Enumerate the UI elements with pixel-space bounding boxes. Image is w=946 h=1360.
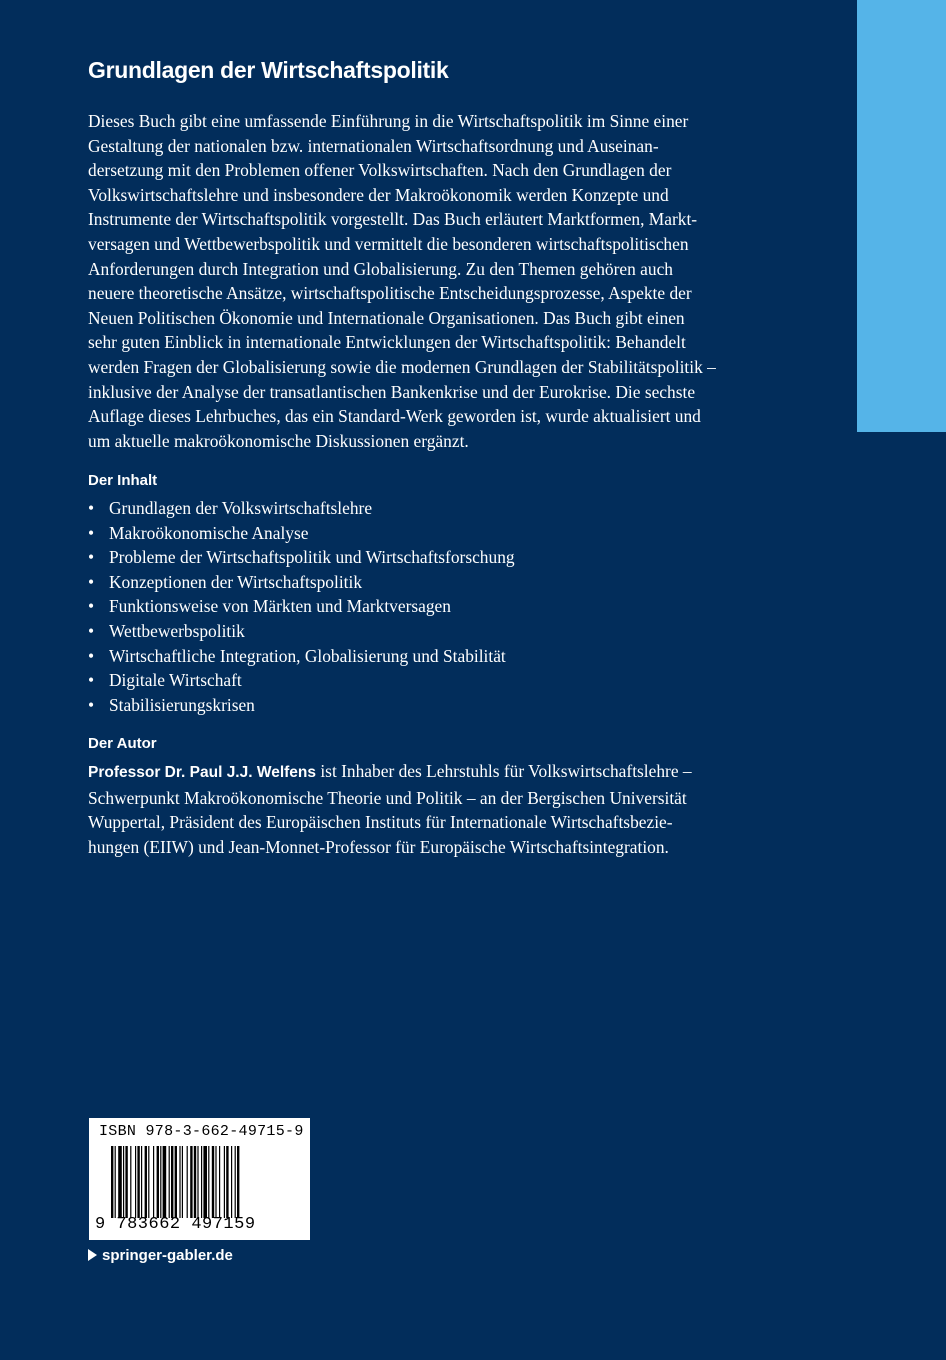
author-bio-line: Schwerpunkt Makroökonomische Theorie und Politik – an der Bergischen Universität xyxy=(88,787,687,808)
author-bio-line: hungen (EIIW) und Jean-Monnet-Professor für Europäische Wirtschaftsintegration. xyxy=(88,836,669,857)
barcode-bar xyxy=(197,1146,198,1218)
list-item xyxy=(88,496,515,521)
barcode-bar xyxy=(179,1146,180,1218)
barcode-bar xyxy=(231,1146,232,1218)
bullet-icon: • xyxy=(88,670,95,691)
list-item-label: Probleme der Wirtschaftspolitik und Wirtschaftsforschung xyxy=(109,547,515,568)
barcode-bar xyxy=(141,1146,142,1218)
barcode-bar xyxy=(125,1146,127,1218)
list-item-label: Grundlagen der Volkswirtschaftslehre xyxy=(109,498,373,518)
barcode-bar xyxy=(160,1146,161,1218)
isbn-label: ISBN 978-3-662-49715-9 xyxy=(99,1123,304,1140)
barcode-bar xyxy=(111,1146,113,1218)
list-item xyxy=(88,668,515,693)
bullet-icon: • xyxy=(88,694,95,715)
author-bio xyxy=(88,759,760,859)
description-line: Auflage dieses Lehrbuches, das ein Standard-Werk geworden ist, wurde aktualisiert und xyxy=(88,406,701,427)
bullet-icon: • xyxy=(88,522,95,543)
list-item xyxy=(88,570,515,595)
list-item-label: Funktionsweise von Märkten und Marktversagen xyxy=(109,596,451,617)
bullet-icon: • xyxy=(88,547,95,568)
book-description xyxy=(88,109,756,453)
author-bio-line xyxy=(88,759,760,786)
barcode-bar xyxy=(190,1146,192,1218)
list-item xyxy=(88,545,515,570)
accent-bar xyxy=(857,0,946,432)
author-bio-line: Wuppertal, Präsident des Europäischen Instituts für Internationale Wirtschaftsbezie- xyxy=(88,812,673,833)
list-item-label: Konzeptionen der Wirtschaftspolitik xyxy=(109,571,363,592)
barcode-bar xyxy=(182,1146,183,1218)
bullet-icon: • xyxy=(88,645,95,666)
barcode-bar xyxy=(237,1146,239,1218)
barcode-bar xyxy=(145,1146,147,1218)
description-line: versagen und Wettbewerbspolitik und vermittelt die besonderen wirtschaftspolitischen xyxy=(88,233,689,254)
barcode-bar xyxy=(123,1146,124,1218)
barcode-bar xyxy=(163,1146,167,1218)
barcode-bar xyxy=(115,1146,116,1218)
isbn-barcode xyxy=(89,1118,310,1240)
barcode-bar xyxy=(137,1146,139,1218)
description-line: neuere theoretische Ansätze, wirtschaftspolitische Entscheidungsprozesse, Aspekte der xyxy=(88,283,692,304)
publisher-link[interactable] xyxy=(88,1247,233,1264)
barcode-bar xyxy=(201,1146,202,1218)
description-line: um aktuelle makroökonomische Diskussionen ergänzt. xyxy=(88,430,469,451)
description-line: Anforderungen durch Integration und Globalisierung. Zu den Themen gehören auch xyxy=(88,258,673,279)
author-name: Professor Dr. Paul J.J. Welfens xyxy=(88,764,316,781)
publisher-url: springer-gabler.de xyxy=(102,1247,233,1264)
list-item-label: Wettbewerbspolitik xyxy=(109,620,245,641)
barcode-bar xyxy=(215,1146,216,1218)
list-item xyxy=(88,644,515,669)
author-heading: Der Autor xyxy=(88,735,157,752)
bullet-icon: • xyxy=(88,498,95,518)
list-item-label: Stabilisierungskrisen xyxy=(109,694,255,715)
description-line: dersetzung mit den Problemen offener Volkswirtschaften. Nach den Grundlagen der xyxy=(88,160,672,181)
barcode-bar xyxy=(175,1146,177,1218)
barcode-bar xyxy=(118,1146,122,1218)
barcode-bar xyxy=(157,1146,159,1218)
list-item xyxy=(88,594,515,619)
barcode-bar xyxy=(169,1146,170,1218)
description-line: sehr guten Einblick in internationale Entwicklungen der Wirtschaftspolitik: Behandelt xyxy=(88,332,686,353)
contents-heading: Der Inhalt xyxy=(88,472,158,489)
barcode-bar xyxy=(135,1146,136,1218)
list-item xyxy=(88,619,515,644)
description-line: werden Fragen der Globalisierung sowie die modernen Grundlagen der Stabilitätspolitik – xyxy=(88,356,716,377)
barcode-bar xyxy=(171,1146,173,1218)
barcode-bars xyxy=(111,1146,289,1218)
author-bio-text: ist Inhaber des Lehrstuhls für Volkswirtschaftslehre – xyxy=(316,761,692,781)
description-line: Dieses Buch gibt eine umfassende Einführung in die Wirtschaftspolitik im Sinne einer xyxy=(88,111,689,131)
barcode-bar xyxy=(194,1146,196,1218)
list-item xyxy=(88,693,515,718)
bullet-icon: • xyxy=(88,596,95,617)
barcode-bar xyxy=(148,1146,149,1218)
barcode-bar xyxy=(219,1146,220,1218)
barcode-bar xyxy=(235,1146,236,1218)
list-item xyxy=(88,521,515,546)
barcode-bar xyxy=(130,1146,131,1218)
bullet-icon: • xyxy=(88,620,95,641)
list-item-label: Makroökonomische Analyse xyxy=(109,522,309,543)
barcode-bar xyxy=(212,1146,214,1218)
barcode-bar xyxy=(226,1146,228,1218)
bullet-icon: • xyxy=(88,571,95,592)
contents-list xyxy=(88,496,515,717)
barcode-bar xyxy=(153,1146,154,1218)
arrow-right-icon xyxy=(88,1249,97,1261)
description-line: Neuen Politischen Ökonomie und Internationale Organisationen. Das Buch gibt einen xyxy=(88,307,685,328)
list-item-label: Wirtschaftliche Integration, Globalisierung und Stabilität xyxy=(109,645,506,666)
description-line: Instrumente der Wirtschaftspolitik vorgestellt. Das Buch erläutert Marktformen, Markt- xyxy=(88,209,698,230)
barcode-bar xyxy=(203,1146,207,1218)
description-line: inklusive der Analyse der transatlantischen Bankenkrise und der Eurokrise. Die sechste xyxy=(88,381,696,402)
description-line: Volkswirtschaftslehre und insbesondere der Makroökonomik werden Konzepte und xyxy=(88,184,669,205)
barcode-bar xyxy=(224,1146,225,1218)
list-item-label: Digitale Wirtschaft xyxy=(109,670,242,691)
barcode-bar xyxy=(208,1146,209,1218)
barcode-bar xyxy=(187,1146,188,1218)
description-line: Gestaltung der nationalen bzw. internationalen Wirtschaftsordnung und Auseinan- xyxy=(88,135,659,156)
book-title: Grundlagen der Wirtschaftspolitik xyxy=(88,57,449,83)
barcode-digits: 9 783662 497159 xyxy=(95,1215,256,1234)
